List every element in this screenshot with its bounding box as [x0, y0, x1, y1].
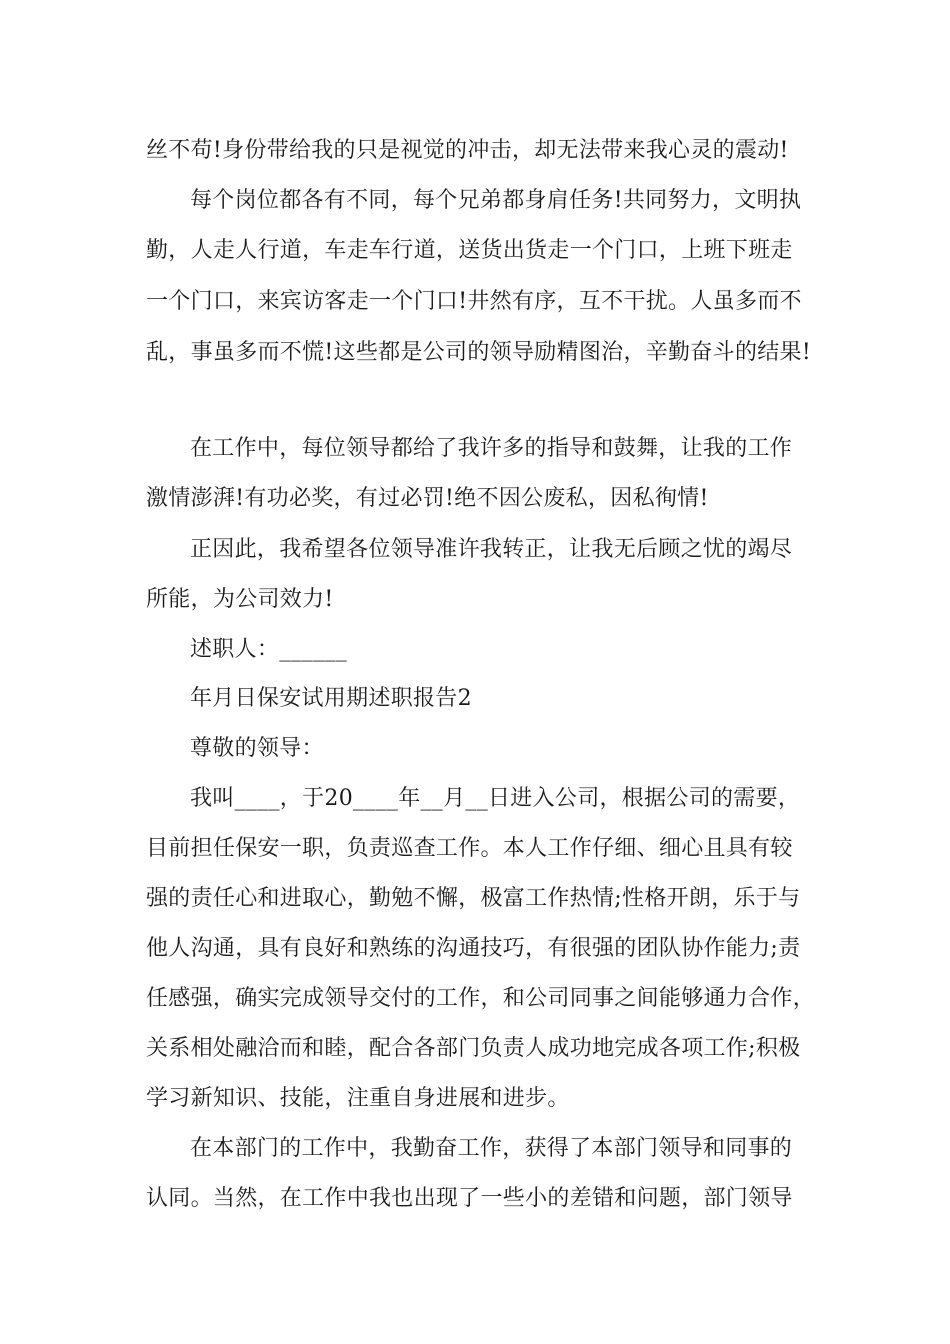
signature-line: 述职人：______: [190, 637, 348, 662]
paragraph-line: 一个门口，来宾访客走一个门口!井然有序，互不干扰。人虽多而不: [146, 289, 802, 314]
paragraph-line: 每个岗位都各有不同，每个兄弟都身肩任务!共同努力，文明执: [190, 188, 802, 213]
paragraph-line: 正因此，我希望各位领导准许我转正，让我无后顾之忧的竭尽: [190, 537, 793, 562]
paragraph-line: 认同。当然，在工作中我也出现了一些小的差错和问题，部门领导: [146, 1186, 793, 1211]
paragraph-line: 所能，为公司效力!: [146, 587, 334, 612]
paragraph-line: 关系相处融洽而和睦，配合各部门负责人成功地完成各项工作;积极: [146, 1036, 801, 1061]
paragraph-line: 乱，事虽多而不慌!这些都是公司的领导励精图治，辛勤奋斗的结果!: [146, 340, 811, 365]
paragraph-line: 我叫____，于20____年__月__日进入公司，根据公司的需要，: [190, 786, 801, 811]
paragraph-line: 学习新知识、技能，注重自身进展和进步。: [146, 1086, 570, 1111]
paragraph-line: 激情澎湃!有功必奖，有过必罚!绝不因公废私，因私徇情!: [146, 486, 709, 511]
paragraph-line: 任感强，确实完成领导交付的工作，和公司同事之间能够通力合作，: [146, 986, 816, 1011]
paragraph-line: 目前担任保安一职，负责巡查工作。本人工作仔细、细心且具有较: [146, 836, 793, 861]
paragraph-line: 丝不苟!身份带给我的只是视觉的冲击，却无法带来我心灵的震动!: [146, 138, 789, 163]
salutation: 尊敬的领导：: [190, 736, 324, 761]
paragraph-line: 在工作中，每位领导都给了我许多的指导和鼓舞，让我的工作: [190, 436, 793, 461]
paragraph-line: 他人沟通，具有良好和熟练的沟通技巧，有很强的团队协作能力;责: [146, 936, 801, 961]
paragraph-line: 在本部门的工作中，我勤奋工作，获得了本部门领导和同事的: [190, 1136, 793, 1161]
report-title: 年月日保安试用期述职报告2: [190, 686, 472, 711]
paragraph-line: 强的责任心和进取心，勤勉不懈，极富工作热情;性格开朗，乐于与: [146, 886, 801, 911]
paragraph-line: 勤，人走人行道，车走车行道，送货出货走一个门口，上班下班走: [146, 238, 793, 263]
